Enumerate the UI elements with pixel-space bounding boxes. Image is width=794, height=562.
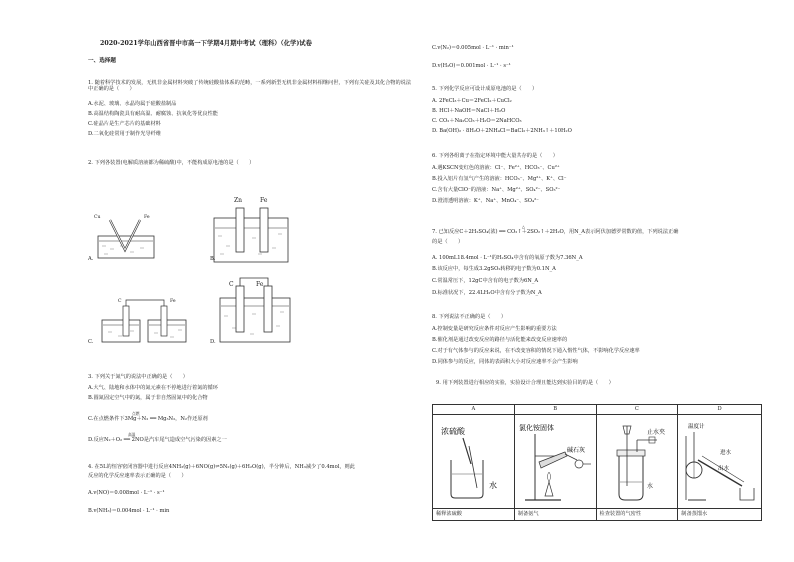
- q7-stem-line2: 的是（ ）: [432, 239, 464, 245]
- q9-header-c: C: [596, 405, 678, 415]
- q2-label-c: C.: [88, 339, 94, 345]
- q9-stem: 9. 用下列装置进行相应的实验，实验设计合理且能达到实验目的的是（ ）: [436, 380, 614, 386]
- q2-d-electrode-1: C: [229, 281, 234, 288]
- q3-option-b: B.圆氮固定空气中的氮，属于非自然固氮中的化合物: [88, 395, 208, 401]
- q7-option-a: A. 100mL18.4mol · L⁻¹的H₂SO₄中含有的氧原子数为7.36N_A: [432, 255, 583, 261]
- q8-option-b: B.催化剂是通过改变反应的路径与活化能来改变反应速率的: [432, 337, 568, 343]
- q5-option-a: A. 2FeCl₃＋Cu＝2FeCl₂＋CuCl₂: [432, 98, 512, 104]
- q3-option-d: D.反应N₂＋O₂ ══ 2NO是汽车尾气造成空气污染的因素之一: [88, 437, 227, 443]
- q4-stem-line2: 反应的化学反应速率表示正确的是（ ）: [88, 473, 187, 479]
- q1-option-a: A.水泥、玻璃、水晶均属于硅酸盐制品: [88, 101, 177, 107]
- q2-figure-b: [212, 198, 292, 264]
- q5-stem: 5. 下列化学反应可设计成原电池的是（ ）: [432, 86, 538, 92]
- q7-option-b: B.该反应中，每生成3.2gSO₂转移的电子数为0.1N_A: [432, 266, 556, 272]
- q9-d-label-water-out: 出水: [718, 465, 730, 472]
- q7-condition: △: [522, 224, 525, 229]
- q2-figure-c: [100, 298, 190, 344]
- q2-stem: 2. 下列各装置(电解质溶液都为稀硫酸)中，不能构成原电池的是（ ）: [88, 160, 255, 166]
- q6-option-c: C.含有大量ClO⁻的溶液：Na⁺、Mg²⁺、SO₄²⁻、SO₃²⁻: [432, 187, 561, 193]
- q9-figure-a-cell: [433, 415, 515, 509]
- q3-option-c: C.在点燃条件下3Mg＋N₂ ══ Mg₃N₂，N₂作还原剂: [88, 416, 208, 422]
- q1-option-d: D.二氧化硅常用于制作光导纤维: [88, 131, 162, 137]
- q2-d-electrode-2: Fe: [256, 281, 264, 288]
- q9-header-a: A: [433, 405, 515, 415]
- q6-option-d: D.澄清透明溶液：K⁺、Na⁺、MnO₄⁻、SO₄²⁻: [432, 198, 539, 204]
- q2-b-electrode-1: Zn: [234, 197, 243, 204]
- q4-option-c: C.v(N₂)＝0.005mol · L⁻¹ · min⁻¹: [432, 45, 514, 51]
- q9-figure-d-cell: [678, 415, 762, 509]
- q9-figure-b: [515, 416, 595, 508]
- q3-d-condition: 高温: [128, 432, 136, 437]
- q1-stem: 1. 随着科学技术的发展，无机非金属材料突破了传统硅酸盐体系的范畴，一系列新型无机非金属材料相继问世，下列有关硅及其化合物的说法中正确的是（ ）: [88, 80, 412, 93]
- section-heading: 一、选择题: [88, 58, 116, 64]
- q9-figure-c-cell: [596, 415, 678, 509]
- q6-stem: 6. 下列各组离子在指定环境中能大量共存的是（ ）: [432, 153, 558, 159]
- q5-option-b: B. HCl＋NaOH＝NaCl＋H₂O: [432, 108, 506, 114]
- q4-option-a: A.v(NO)＝0.008mol · L⁻¹ · s⁻¹: [88, 490, 165, 496]
- q2-label-a: A.: [88, 256, 94, 262]
- q5-option-d: D. Ba(OH)₂ · 8H₂O＋2NH₄Cl＝BaCl₂＋2NH₃↑＋10H₂O: [432, 128, 572, 134]
- q7-option-c: C.常温常压下，12gC中含有的电子数为6N_A: [432, 278, 539, 284]
- q2-c-electrode-1: C: [118, 299, 122, 304]
- q9-d-label-thermometer: 温度计: [688, 423, 705, 430]
- q4-stem-line1: 4. 在5L的恒容密闭容器中进行反应4NH₃(g)＋6NO(g)⇌5N₂(g)＋6H₂O(g)，半分钟后，NH₃减少了0.4mol，则此: [88, 464, 355, 470]
- q9-a-label-acid: 浓硫酸: [441, 426, 465, 436]
- q9-experiment-table: [432, 404, 762, 521]
- q8-option-a: A.控制变量是研究反应条件对反应产生影响的重要方法: [432, 326, 557, 332]
- q6-option-b: B.投入铝片有氢气产生的溶液：HCO₃⁻、Mg²⁺、K⁺、Cl⁻: [432, 176, 567, 182]
- q9-d-label-water-in: 进水: [720, 449, 732, 456]
- q7-option-d: D.标准状况下，22.4LH₂O中含有分子数为N_A: [432, 290, 542, 296]
- q8-option-d: D.同体参与的反应，同体的表面积大小对反应速率不会产生影响: [432, 359, 578, 365]
- exam-title: 2020-2021学年山西省晋中市高一下学期4月期中考试（理科）（化学)试卷: [100, 40, 312, 47]
- q2-a-electrode-1: Cu: [94, 215, 101, 220]
- q1-option-c: C.硅晶片是生产芯片的基础材料: [88, 121, 161, 127]
- q6-option-a: A.遇KSCN变红色的溶液：Cl⁻、Fe²⁺、HCO₃⁻、Cu²⁺: [432, 165, 560, 171]
- q9-figure-a: [433, 416, 513, 508]
- q9-a-label-water: 水: [489, 480, 497, 490]
- q2-label-b: B.: [210, 256, 216, 262]
- q4-option-d: D.v(H₂O)＝0.001mol · L⁻¹ · s⁻¹: [432, 63, 511, 69]
- q9-figure-d: [678, 416, 760, 508]
- q7-stem-line1: 7. 已知反应C＋2H₂SO₄(浓) ══ CO₂↑＋2SO₂↑＋2H₂O，用N_A表示阿伏加德罗常数的值，下列说法正确: [432, 229, 679, 235]
- q2-label-d: D.: [210, 339, 216, 345]
- q9-header-d: D: [678, 405, 762, 415]
- q9-c-label-clamp: 止水夹: [646, 428, 665, 436]
- q9-caption-d: 制备蒸馏水: [678, 509, 762, 521]
- q3-option-a: A.大气、陆地和水体中的氮元素在不停地进行着氮的循环: [88, 385, 218, 391]
- q2-b-electrode-2: Fe: [260, 197, 268, 204]
- q2-c-electrode-2: Fe: [170, 299, 176, 304]
- q9-caption-c: 检查装置的气密性: [596, 509, 678, 521]
- q3-stem: 3. 下列关于氮气的说法中正确的是（ ）: [88, 374, 188, 380]
- q2-a-electrode-2: Fe: [144, 215, 150, 220]
- q9-b-label-nh4cl: 氯化铵固体: [518, 423, 554, 432]
- q5-option-c: C. CO₂＋Na₂CO₃＋H₂O＝2NaHCO₃: [432, 118, 522, 124]
- q9-b-label-sodalime: 碱石灰: [566, 446, 585, 454]
- q8-option-c: C.对于有气体参与的反应来说，在不改变容积的情况下通入惰性气体，不影响化学反应速率: [432, 348, 640, 354]
- q9-header-b: B: [514, 405, 596, 415]
- q1-option-b: B.高温结构陶瓷具有耐高温、耐腐蚀、抗氧化等优良性能: [88, 111, 218, 117]
- q9-figure-b-cell: [514, 415, 596, 509]
- q3-c-condition: 点燃: [132, 411, 140, 416]
- q9-figure-c: [597, 416, 677, 508]
- q8-stem: 8. 下列说法不正确的是（ ）: [432, 314, 507, 320]
- q9-c-label-water: 水: [646, 482, 653, 490]
- q9-caption-a: 稀释浓硫酸: [433, 509, 515, 521]
- q9-caption-b: 制备氨气: [514, 509, 596, 521]
- q4-option-b: B.v(NH₃)＝0.004mol · L⁻¹ · min: [88, 508, 170, 514]
